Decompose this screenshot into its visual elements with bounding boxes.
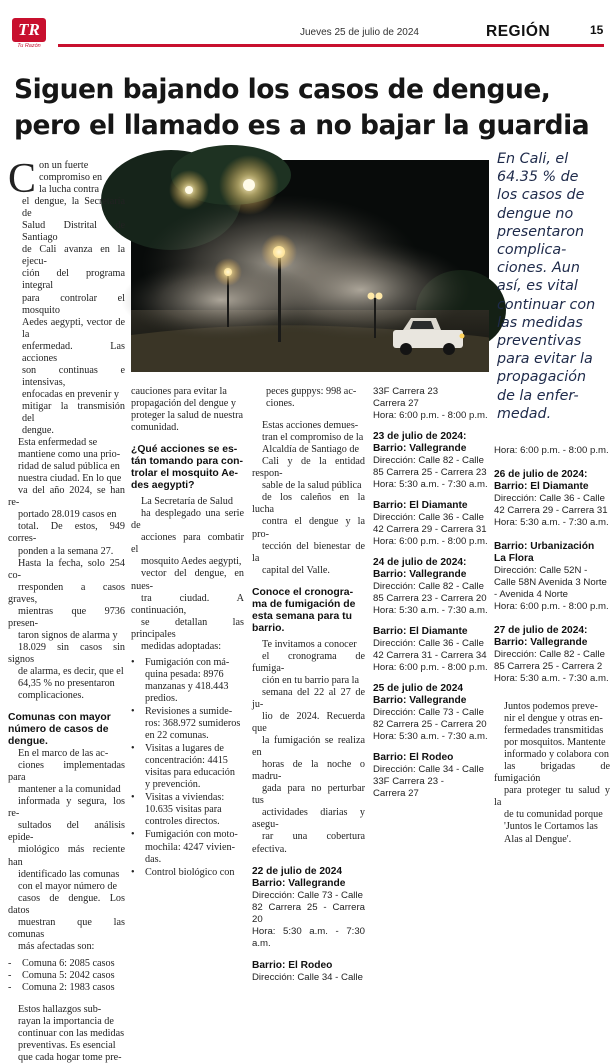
text-line: Conoce el cronogra-: [252, 586, 354, 598]
text-line: rresponden a casos graves,: [8, 581, 125, 605]
text-line: enfermedad. Las acciones: [22, 340, 125, 364]
text-line: nir el dengue y otras en-: [504, 713, 603, 725]
text-line: Dirección: Calle 36 - Calle: [494, 493, 605, 504]
text-line: mitigar la transmisión del: [22, 400, 125, 424]
text-line: mochila: 4247 vivien-: [145, 841, 235, 853]
schedule-entry-details: [252, 972, 365, 984]
text-line: Hora: 5:30 a.m. - 7:30 a.m.: [494, 673, 609, 684]
text-line: Esta enfermedad se: [18, 437, 98, 449]
text-line: el cronograma de fumiga-: [252, 650, 365, 674]
text-line: Salud Distrital de Santiago: [22, 220, 125, 244]
text-line: Dirección: Calle 36 - Calle: [373, 512, 484, 523]
text-line: Barrio: El Diamante: [373, 626, 468, 637]
pull-quote: [497, 150, 609, 423]
fumigation-night-photo: [131, 160, 489, 372]
text-line: compromiso en: [39, 172, 103, 184]
text-line: 85 Carrera 25 - Carrera 2: [494, 661, 603, 672]
text-line: ciones. Aun: [497, 260, 580, 277]
text-line: proteger la salud de nuestra: [131, 410, 244, 422]
text-line: des aegypti?: [131, 480, 195, 492]
text-line: complica-: [497, 242, 567, 259]
text-line: La Secretaría de Salud: [141, 496, 233, 508]
text-line: Hora: 6:00 p.m. - 8:00 p.m.: [494, 445, 609, 456]
text-line: mientras que 9736 presen-: [8, 605, 125, 629]
text-line: Fumigación con má-: [145, 656, 230, 668]
schedule-entry-details: [373, 638, 491, 674]
text-line: Barrio: El Rodeo: [252, 959, 333, 971]
schedule-entry-title: [252, 866, 365, 890]
schedule-entry-title: [373, 431, 491, 455]
text-line: tán tomando para con-: [131, 456, 243, 468]
text-line: ros: 368.972 sumideros: [145, 718, 241, 730]
text-line: 64,35 % no presentaron: [18, 678, 115, 690]
text-line: La Flora: [494, 553, 534, 564]
schedule-entry-title: [373, 683, 491, 707]
hallazgos-paragraph: [8, 1004, 125, 1064]
schedule-entry-title: [373, 557, 491, 581]
schedule-entry-title: [373, 500, 491, 512]
text-line: Calle 58N Avenida 3 Norte: [494, 577, 607, 588]
list-item: • Fumigación con má- quina pesada: 8976 manzanas y 418.443 predios.: [131, 657, 244, 705]
text-line: semana del 22 al 27 de ju-: [252, 686, 365, 710]
text-line: de alarma, es decir, que el: [18, 665, 124, 677]
precautions-paragraph: [131, 386, 244, 434]
text-line: los casos de: [497, 187, 585, 204]
text-line: 23 de julio de 2024:: [373, 431, 467, 442]
text-line: Estas acciones demues-: [262, 420, 359, 432]
text-line: en 22 comunas.: [145, 730, 209, 742]
text-line: va del año 2024, se han re-: [8, 485, 125, 509]
text-line: y prevención.: [145, 779, 201, 791]
schedule-entry-title: [494, 469, 610, 493]
text-line: por mosquitos. Mantente: [504, 737, 606, 749]
text-line: ción del programa integral: [22, 268, 125, 292]
text-line: Dirección: Calle 34 - Calle: [252, 971, 363, 983]
schedule-entry-title: [252, 960, 365, 972]
text-line: Te invitamos a conocer: [262, 638, 357, 650]
text-line: Hora: 6:00 p.m. - 8:00 p.m.: [373, 536, 488, 547]
text-line: Barrio: Vallegrande: [373, 569, 467, 580]
guppys-line: [252, 386, 365, 410]
article-column-2: [131, 386, 244, 879]
article-photo: [131, 160, 489, 372]
article-column-1: [8, 156, 125, 1064]
text-line: mantiene como una prio-: [18, 449, 121, 461]
text-line: las medidas: [497, 314, 583, 331]
list-item: - Comuna 5: 2042 casos: [8, 969, 115, 981]
compromiso-paragraph: [252, 420, 365, 577]
text-line: Comunas con mayor: [8, 712, 111, 724]
text-line: 42 Carrera 29 - Carrera 31: [494, 505, 608, 516]
text-line: 10.635 visitas para: [145, 804, 222, 816]
text-line: se detallan las principales: [131, 616, 244, 640]
text-line: lio de 2024. Recuerda que: [252, 710, 365, 735]
text-line: taron signos de alarma y: [18, 629, 118, 641]
subheading-comunas: [8, 712, 125, 748]
text-line: informado y colabora con: [504, 749, 609, 761]
list-item: • Control biológico con: [131, 867, 244, 879]
text-line: 26 de julio de 2024:: [494, 469, 588, 480]
text-line: dengue.: [8, 736, 48, 748]
text-line: Barrio: El Diamante: [494, 481, 589, 492]
statistics-paragraph: [8, 437, 125, 702]
text-line: rayan la importancia de: [18, 1016, 114, 1028]
acciones-paragraph: [131, 496, 244, 653]
closing-paragraph: [494, 701, 610, 846]
text-line: la fumigación se realiza en: [252, 735, 365, 759]
text-line: así, es vital: [497, 278, 578, 295]
text-line: gada para no perturbar tus: [252, 783, 365, 807]
text-line: nuestra ciudad. En lo que: [18, 473, 122, 485]
text-line: 85 Carrera 25 - Carrera 23: [373, 467, 487, 478]
text-line: Hora: 5:30 a.m. - 7:30 a.m.: [494, 517, 609, 528]
text-line: contra el dengue y la pro-: [252, 516, 365, 540]
text-line: manzanas y 418.443: [145, 680, 229, 692]
text-line: Visitas a viviendas:: [145, 792, 225, 804]
header-rule: [58, 44, 604, 47]
text-line: 24 de julio de 2024:: [373, 557, 467, 568]
text-line: Dirección: Calle 82 - Calle: [373, 581, 484, 592]
schedule-entry-title: [494, 625, 610, 649]
schedule-entry: [494, 625, 610, 685]
schedule-entry-details: [494, 649, 610, 685]
text-line: de la enfer-: [497, 387, 579, 404]
text-line: las brigadas de fumigación: [494, 761, 610, 785]
section-name: REGIÓN: [486, 23, 551, 40]
list-item: • Visitas a viviendas: 10.635 visitas para controles directos.: [131, 792, 244, 828]
text-line: ciones implementadas para: [8, 760, 125, 784]
text-line: Barrio: Urbanización: [494, 541, 595, 552]
text-line: Hora: 5:30 a.m. - 7:30 a.m.: [373, 479, 488, 490]
text-line: continuar con las medidas: [18, 1028, 125, 1040]
list-item: • Visitas a lugares de concentración: 4415 visitas para educación y prevención.: [131, 743, 244, 791]
text-line: Carrera 27: [373, 788, 419, 799]
text-line: capital del Valle.: [262, 564, 330, 576]
text-line: mantener a la comunidad: [18, 784, 121, 796]
cronograma-paragraph: [252, 639, 365, 856]
text-line: Barrio: El Diamante: [373, 500, 468, 511]
text-line: 'Juntos le Cortamos las: [504, 821, 598, 833]
text-line: tra ciudad. A continuación,: [131, 592, 244, 616]
text-line: que cada hogar tome pre-: [18, 1052, 122, 1064]
text-line: Barrio: Vallegrande: [252, 877, 346, 889]
schedule-entry: [373, 500, 491, 548]
text-line: muestran que las comunas: [8, 916, 125, 940]
text-line: 85 Carrera 23 - Carrera 20: [373, 593, 487, 604]
text-line: vector del dengue, en nues-: [131, 568, 244, 592]
schedule-entry: [373, 626, 491, 674]
article-column-3: [252, 386, 365, 984]
text-line: Dirección: Calle 82 - Calle: [494, 649, 605, 660]
text-line: medad.: [497, 405, 552, 422]
text-line: on un fuerte: [39, 160, 89, 171]
text-line: propagación del dengue y: [131, 398, 236, 410]
text-line: ciones.: [266, 398, 295, 410]
text-line: Hora: 6:00 p.m. - 8:00 p.m.: [373, 662, 488, 673]
text-line: 82 Carrera 25 - Carrera 20: [373, 719, 487, 730]
text-line: Hora: 5:30 a.m. - 7:30 a.m.: [373, 731, 488, 742]
text-line: 25 de julio de 2024: [373, 683, 464, 694]
text-line: sultados del análisis epide-: [8, 820, 125, 844]
text-line: En el marco de las ac-: [18, 748, 109, 760]
dateline: Jueves 25 de julio de 2024: [300, 27, 419, 38]
text-line: Dirección: Calle 73 - Calle: [252, 889, 363, 901]
text-line: comunidad.: [131, 422, 179, 434]
text-line: Hora: 5:30 a.m. - 7:30 a.m.: [373, 605, 488, 616]
text-line: continuar con: [497, 296, 596, 313]
text-line: casos de dengue. Los datos: [8, 892, 125, 916]
text-line: fermedades transmitidas: [504, 725, 604, 737]
text-line: Hora: 5:30 a.m. - 7:30 a.m.: [252, 925, 365, 949]
text-line: Fumigación con moto-: [145, 829, 238, 841]
text-line: sable de la salud pública: [262, 480, 362, 492]
comunas-paragraph: [8, 748, 125, 953]
text-line: actividades diarias y asegu-: [252, 807, 365, 831]
text-line: En Cali, el: [497, 151, 569, 167]
text-line: Barrio: Vallegrande: [373, 695, 467, 706]
schedule-entry-title: [373, 626, 491, 638]
text-line: ridad de salud pública en: [18, 461, 120, 473]
subheading-acciones: [131, 444, 244, 492]
list-item: - Comuna 6: 2085 casos: [8, 957, 115, 969]
text-line: - Avenida 4 Norte: [494, 589, 568, 600]
text-line: Aedes aegypti, vector de la: [22, 316, 125, 340]
text-line: para proteger tu salud y la: [494, 785, 610, 809]
schedule-entry-details: [494, 565, 610, 613]
drop-cap: C: [8, 156, 37, 202]
text-line: 42 Carrera 31 - Carrera 34: [373, 650, 487, 661]
text-line: ha desplegado una serie de: [131, 508, 244, 532]
text-line: ma de fumigación de: [252, 598, 356, 610]
headline-line: Siguen bajando los casos de dengue,: [14, 74, 551, 105]
text-line: para evitar la: [497, 351, 593, 368]
text-line: Dirección: Calle 36 - Calle: [373, 638, 484, 649]
text-line: más afectadas son:: [18, 940, 95, 952]
schedule-entry: [252, 866, 365, 950]
intro-paragraph: [8, 156, 125, 437]
text-line: Barrio: Vallegrande: [373, 443, 467, 454]
comunas-list: [8, 958, 125, 994]
text-line: acciones para combatir el: [131, 532, 244, 556]
text-line: 82 Carrera 25 - Carrera 20: [252, 901, 365, 925]
schedule-entry: [494, 541, 610, 613]
text-line: número de casos de: [8, 724, 109, 736]
text-line: 27 de julio de 2024:: [494, 625, 588, 636]
text-line: Alcaldía de Santiago de: [262, 444, 360, 456]
text-line: la lucha contra: [39, 184, 99, 196]
text-line: enfocadas en prevenir y: [22, 388, 120, 400]
text-line: 18.029 sin casos sin signos: [8, 641, 125, 665]
text-line: Dirección: Calle 34 - Calle: [373, 764, 484, 775]
text-line: ponden a la semana 27.: [18, 545, 114, 557]
page-header: [0, 0, 616, 62]
text-line: Dirección: Calle 52N -: [494, 565, 588, 576]
schedule-entry-details: [494, 493, 610, 529]
article-column-4: [373, 386, 491, 800]
text-line: informada y segura, los re-: [8, 796, 125, 820]
text-line: horas de la noche o madru-: [252, 759, 365, 783]
text-line: total. De estos, 949 corres-: [8, 521, 125, 545]
text-line: tran el compromiso de la: [262, 432, 364, 444]
schedule-continued: [373, 386, 491, 422]
subheading-cronograma: [252, 587, 365, 635]
text-line: visitas para educación: [145, 767, 235, 779]
text-line: cauciones para evitar la: [131, 386, 227, 397]
schedule-entry-title: [494, 541, 610, 565]
text-line: esta semana para tu: [252, 610, 352, 622]
schedule-entry-details: [373, 455, 491, 491]
text-line: Dirección: Calle 73 - Calle: [373, 707, 484, 718]
text-line: el dengue, la Secretaría de: [22, 196, 125, 220]
text-line: complicaciones.: [18, 690, 84, 702]
list-item: • Fumigación con moto- mochila: 4247 vivien- das.: [131, 829, 244, 865]
text-line: preventivas. Es esencial: [18, 1040, 116, 1052]
schedule-entry-details: [252, 890, 365, 950]
text-line: 64.35 % de: [497, 169, 579, 186]
text-line: trolar el mosquito Ae-: [131, 468, 238, 480]
schedule-entry: [373, 557, 491, 617]
text-line: presentaron: [497, 223, 585, 240]
text-line: de Cali avanza en la ejecu-: [22, 244, 125, 268]
text-line: Hora: 6:00 p.m. - 8:00 p.m.: [373, 410, 488, 421]
text-line: 33F Carrera 23: [373, 386, 439, 397]
text-line: Hora: 6:00 p.m. - 8:00 p.m.: [494, 601, 609, 612]
text-line: Carrera 27: [373, 398, 419, 409]
newspaper-logo: [12, 18, 46, 52]
text-line: 22 de julio de 2024: [252, 865, 343, 877]
schedule-entry: [373, 752, 491, 800]
text-line: Hasta la fecha, solo 254 co-: [8, 557, 125, 581]
text-line: dengue no: [497, 205, 574, 222]
text-line: ción en tu barrio para la: [262, 674, 360, 686]
text-line: medidas adoptadas:: [141, 640, 222, 652]
text-line: Estos hallazgos sub-: [18, 1004, 102, 1016]
measures-list: [131, 657, 244, 879]
text-line: predios.: [145, 692, 178, 704]
headline: [14, 72, 610, 144]
text-line: Juntos podemos preve-: [504, 701, 598, 712]
text-line: Dirección: Calle 82 - Calle: [373, 455, 484, 466]
list-item: • Revisiones a sumide- ros: 368.972 sumideros en 22 comunas.: [131, 706, 244, 742]
schedule-entry-details: [373, 764, 491, 800]
text-line: 42 Carrera 29 - Carrera 31: [373, 524, 487, 535]
page-number: 15: [590, 23, 604, 37]
schedule-continued: [494, 445, 610, 457]
text-line: barrio.: [252, 622, 285, 634]
text-line: concentración: 4415: [145, 755, 228, 767]
logo-mark: TR: [12, 18, 46, 42]
schedule-entry-details: [373, 581, 491, 617]
logo-tagline: Tu Razón: [17, 43, 41, 49]
text-line: para controlar el mosquito: [22, 292, 125, 316]
schedule-entry: [494, 469, 610, 529]
schedule-entry-details: [373, 707, 491, 743]
text-line: 33F Carrera 23 -: [373, 776, 444, 787]
text-line: Control biológico con: [145, 866, 235, 878]
text-line: Cali y de la entidad respon-: [252, 456, 365, 480]
text-line: propagación: [497, 369, 587, 386]
text-line: das.: [145, 853, 162, 865]
schedule-entry: [373, 431, 491, 491]
text-line: peces guppys: 998 ac-: [266, 386, 357, 397]
text-line: Barrio: Vallegrande: [494, 637, 588, 648]
article-column-5: [494, 445, 610, 846]
text-line: ¿Qué acciones se es-: [131, 444, 238, 456]
paragraph-lines: [22, 160, 125, 437]
text-line: Visitas a lugares de: [145, 743, 224, 755]
text-line: dengue.: [22, 425, 54, 437]
text-line: Barrio: El Rodeo: [373, 752, 454, 763]
text-line: identificado las comunas: [18, 868, 120, 880]
text-line: tección del bienestar de la: [252, 540, 365, 564]
text-line: mosquito Aedes aegypti,: [141, 556, 242, 568]
text-line: portado 28.019 casos en: [18, 509, 117, 521]
text-line: rar una cobertura efectiva.: [252, 831, 365, 855]
schedule-entries: [373, 431, 491, 800]
text-line: miológico más reciente han: [8, 844, 125, 868]
text-line: Alas al Dengue'.: [504, 833, 572, 845]
headline-line: pero el llamado es a no bajar la guardia: [14, 110, 590, 141]
list-item: - Comuna 2: 1983 casos: [8, 982, 115, 993]
text-line: quina pesada: 8976: [145, 668, 224, 680]
text-line: son continuas e intensivas,: [22, 364, 125, 388]
schedule-entry-details: [373, 512, 491, 548]
text-line: controles directos.: [145, 816, 220, 828]
text-line: de los caleños en la lucha: [252, 492, 365, 516]
text-line: de tu comunidad porque: [504, 809, 603, 821]
schedule-entry: [373, 683, 491, 743]
text-line: Revisiones a sumide-: [145, 705, 233, 717]
schedule-entry-title: [373, 752, 491, 764]
schedule-entry: [252, 960, 365, 984]
text-line: con el mayor número de: [18, 880, 118, 892]
text-line: preventivas: [497, 333, 582, 350]
